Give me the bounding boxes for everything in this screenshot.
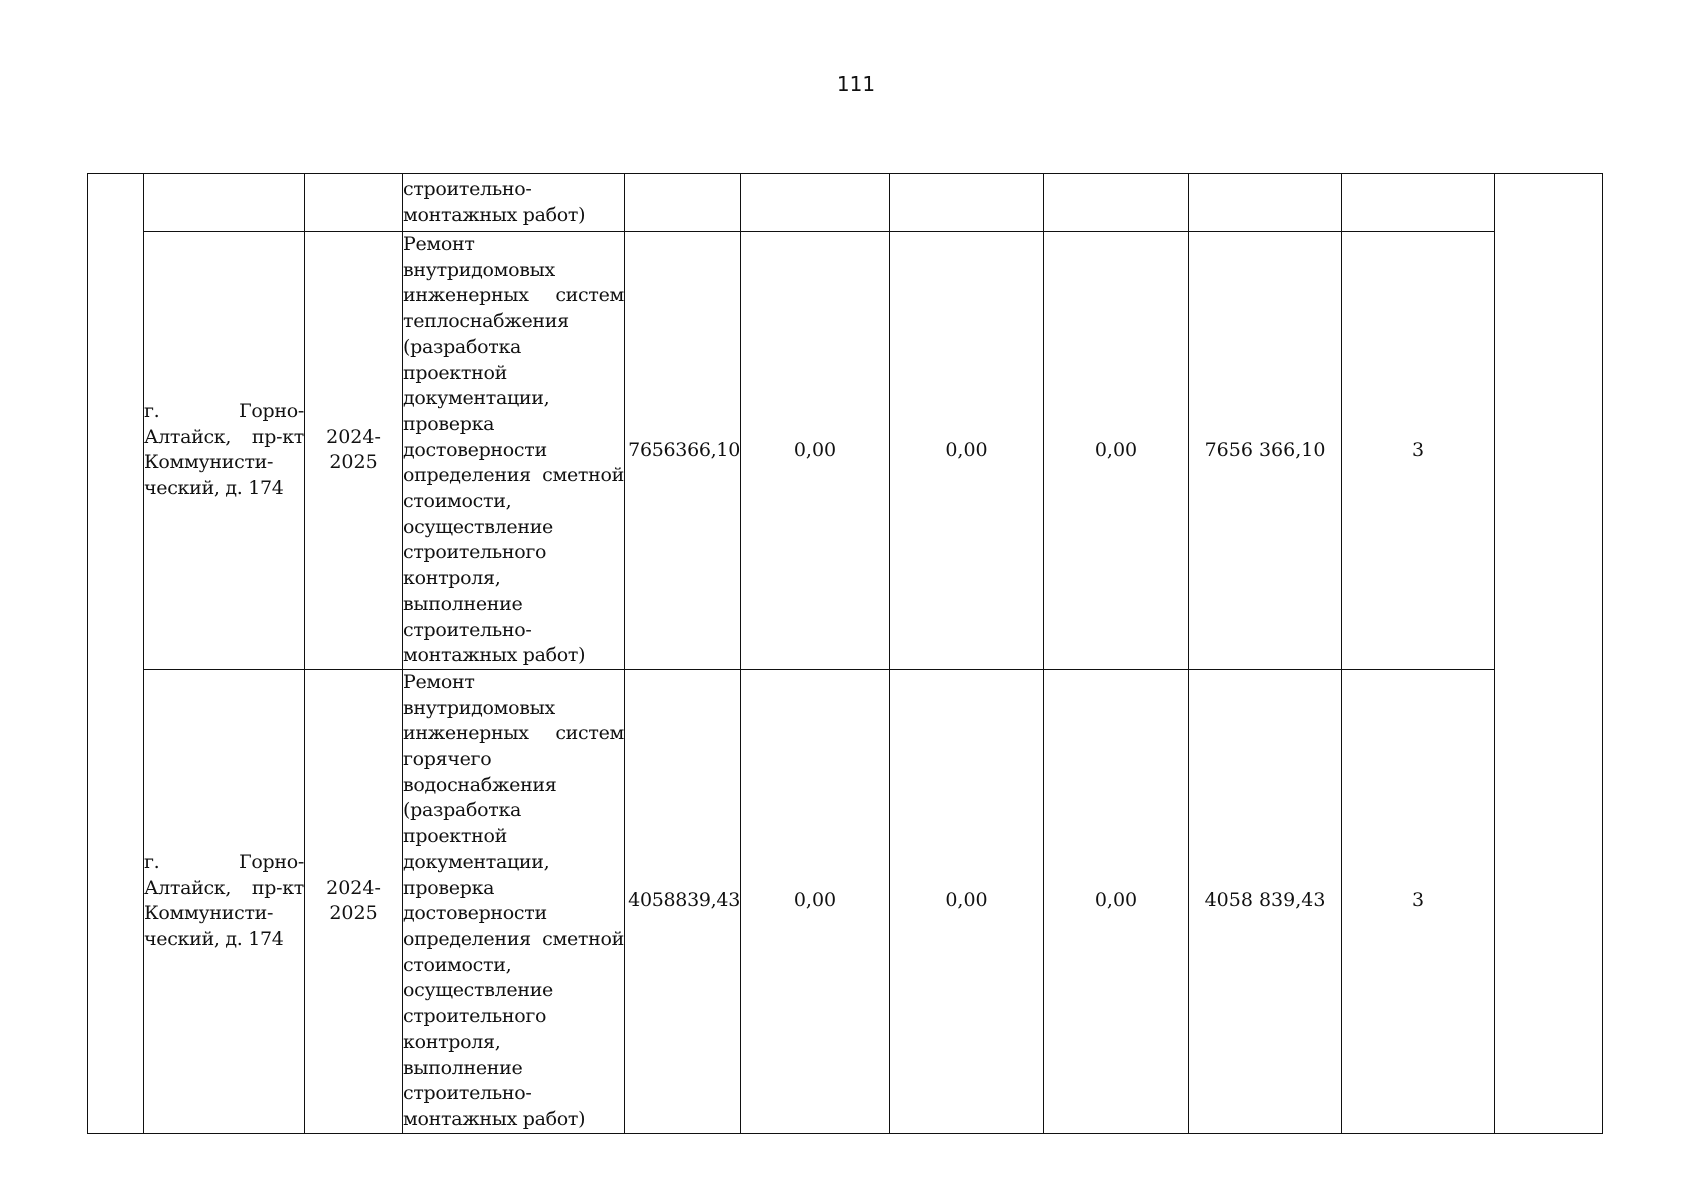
desc-line: (разработка проектной: [403, 799, 522, 848]
cell-total-cost: 4058839,43: [625, 669, 741, 1133]
cell-empty: [1044, 174, 1189, 232]
desc-line: осуществление: [403, 979, 554, 1002]
desc-line: монтажных работ): [403, 203, 586, 226]
cell-value-d: 7656 366,10: [1189, 232, 1342, 670]
cell-description-continuation: [403, 174, 625, 232]
desc-line: монтажных работ): [403, 1107, 586, 1130]
works-table: [87, 173, 1603, 1134]
desc-line: строительно-: [403, 177, 532, 200]
desc-line: теплоснабжения: [403, 310, 569, 333]
table-row: [88, 232, 1603, 670]
desc-line: водоснабжения: [403, 773, 557, 796]
desc-line: строительного: [403, 541, 547, 564]
desc-line: контроля, выполнение: [403, 1030, 523, 1079]
cell-value-e: 3: [1342, 669, 1495, 1133]
desc-line: внутридомовых: [403, 696, 555, 719]
years-line: 2025: [329, 902, 378, 925]
cell-value-c: 0,00: [1044, 669, 1189, 1133]
address-line: Алтайск, пр-кт: [144, 425, 304, 448]
cell-empty: [741, 174, 890, 232]
cell-value-d: 4058 839,43: [1189, 669, 1342, 1133]
cell-years-empty: [305, 174, 403, 232]
desc-line: Ремонт: [403, 670, 475, 693]
desc-line: осуществление: [403, 515, 554, 538]
cell-description: [403, 669, 625, 1133]
cell-value-a: 0,00: [741, 669, 890, 1133]
cell-years: [305, 669, 403, 1133]
cell-address: [144, 232, 305, 670]
cell-empty: [890, 174, 1044, 232]
desc-line: Ремонт: [403, 233, 475, 255]
address-line: Коммунисти-: [144, 902, 274, 925]
desc-line: строительного: [403, 1005, 547, 1028]
cell-value-b: 0,00: [890, 669, 1044, 1133]
cell-empty: [1189, 174, 1342, 232]
desc-line: стоимости,: [403, 490, 512, 513]
address-line: Коммунисти-: [144, 451, 274, 474]
cell-address: [144, 669, 305, 1133]
desc-line: строительно-: [403, 1082, 532, 1105]
desc-line: достоверности: [403, 902, 547, 925]
desc-line: стоимости,: [403, 953, 512, 976]
cell-description: [403, 232, 625, 670]
desc-line: (разработка проектной: [403, 335, 522, 384]
desc-line: проверка: [403, 876, 495, 899]
cell-value-c: 0,00: [1044, 232, 1189, 670]
cell-value-b: 0,00: [890, 232, 1044, 670]
cell-value-e: 3: [1342, 232, 1495, 670]
cell-value-a: 0,00: [741, 232, 890, 670]
page-number: 111: [836, 72, 876, 96]
address-line: ческий, д. 174: [144, 927, 284, 950]
desc-line: проверка: [403, 412, 495, 435]
desc-line: контроля, выполнение: [403, 567, 523, 615]
address-line: ческий, д. 174: [144, 477, 284, 500]
cell-total-cost: 7656366,10: [625, 232, 741, 670]
desc-line: определения сметной: [403, 464, 624, 487]
address-line: Алтайск, пр-кт: [144, 876, 304, 899]
desc-line: определения сметной: [403, 927, 624, 950]
desc-line: инженерных систем: [403, 722, 624, 745]
desc-line: документации,: [403, 850, 550, 873]
years-line: 2024-: [326, 425, 381, 448]
table-row-continuation: [88, 174, 1603, 232]
address-line: г. Горно-: [144, 400, 304, 423]
years-line: 2024-: [326, 876, 381, 899]
cell-empty: [625, 174, 741, 232]
years-line: 2025: [329, 451, 378, 474]
cell-last-merged: [1495, 174, 1603, 1134]
desc-line: строительно-: [403, 618, 532, 641]
cell-empty: [1342, 174, 1495, 232]
desc-line: горячего: [403, 748, 492, 771]
desc-line: внутридомовых: [403, 258, 555, 281]
desc-line: монтажных работ): [403, 644, 586, 667]
cell-years: [305, 232, 403, 670]
cell-index-merged: [88, 174, 144, 1134]
desc-line: инженерных систем: [403, 284, 624, 307]
table-row: [88, 669, 1603, 1133]
address-line: г. Горно-: [144, 850, 304, 873]
desc-line: достоверности: [403, 438, 547, 461]
cell-address-empty: [144, 174, 305, 232]
desc-line: документации,: [403, 387, 550, 410]
